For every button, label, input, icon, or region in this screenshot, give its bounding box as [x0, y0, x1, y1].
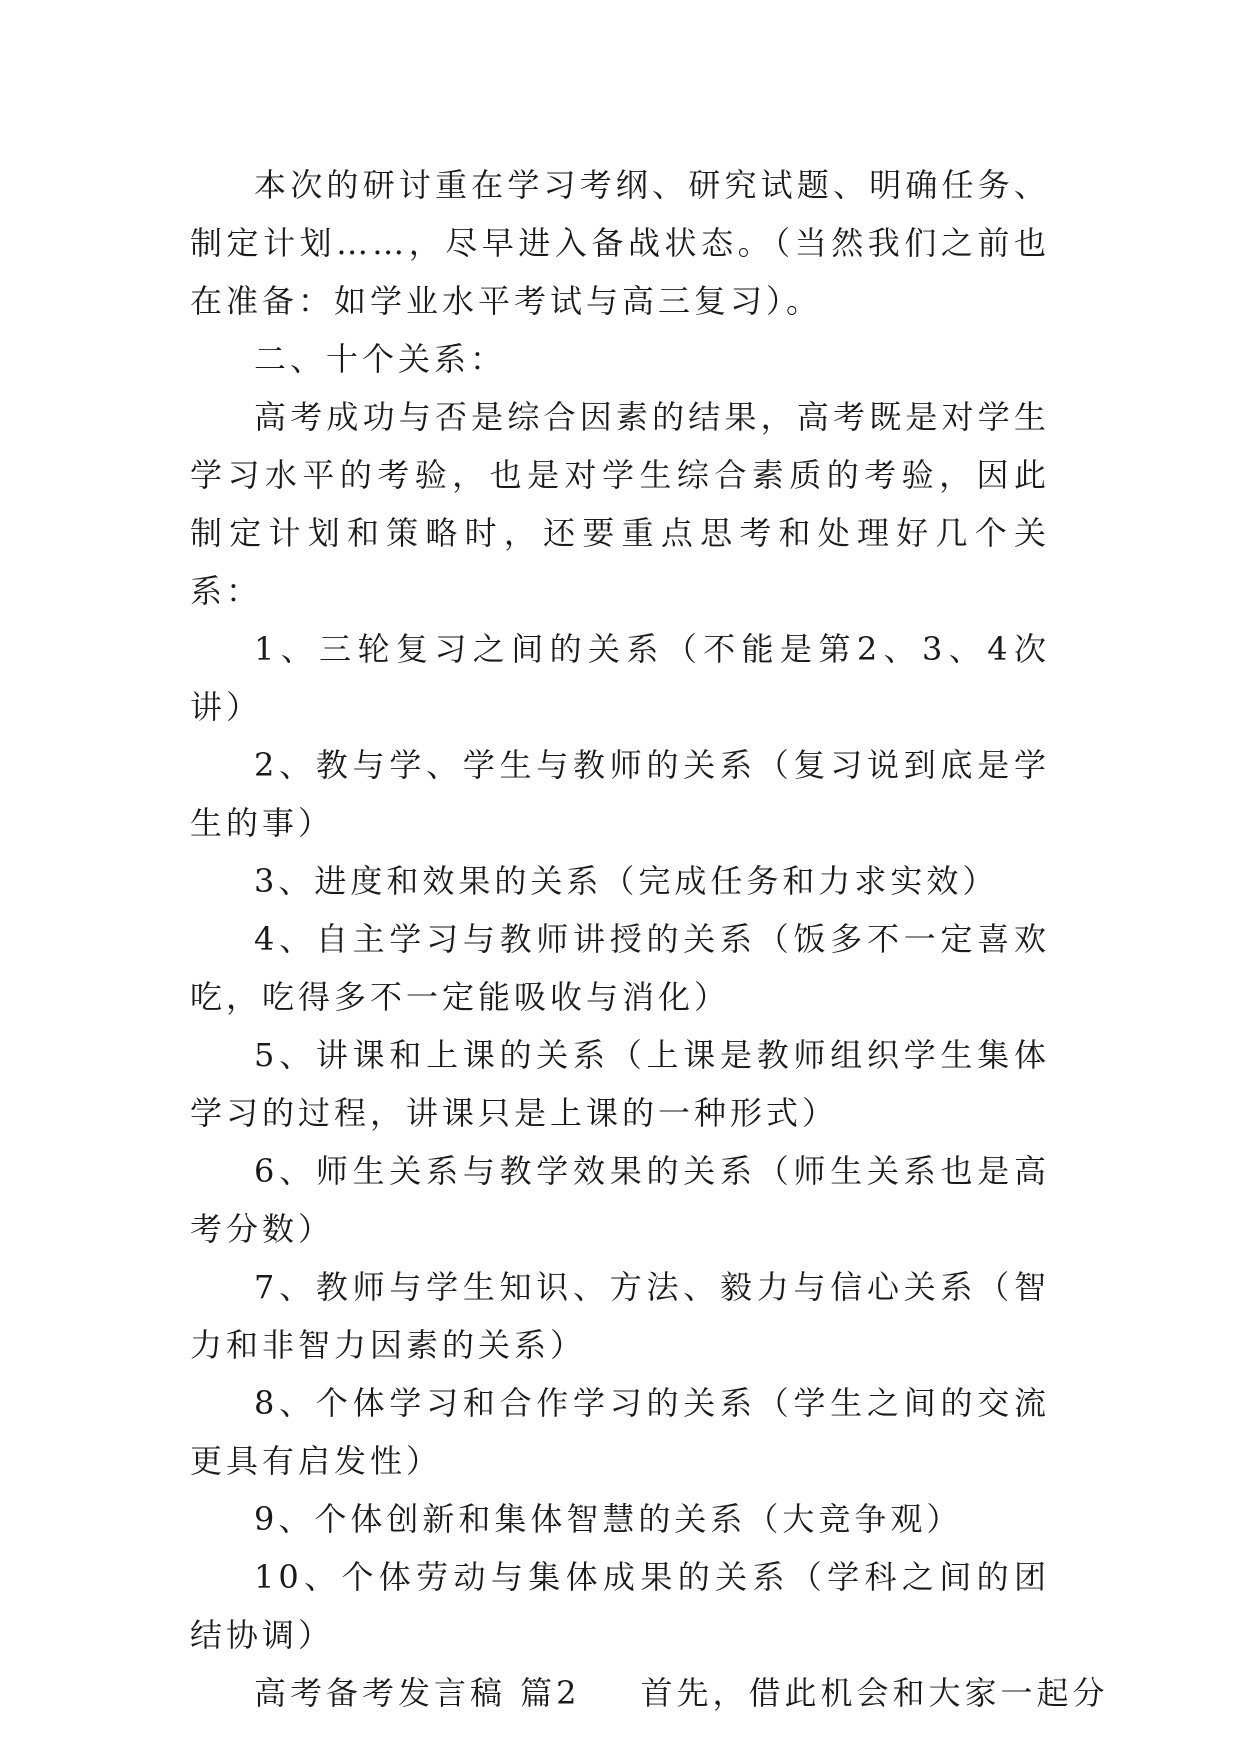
document-body: [190, 156, 1109, 1722]
list-item-relation-8: 8、个体学习和合作学习的关系（学生之间的交流更具有启发性）: [190, 1384, 1050, 1480]
next-section-lead: 首先，借此机会和大家一起分: [640, 1674, 1109, 1712]
list-item-relation-7: 7、教师与学生知识、方法、毅力与信心关系（智力和非智力因素的关系）: [190, 1268, 1050, 1364]
list-item-relation-10: 10、个体劳动与集体成果的关系（学科之间的团结协调）: [190, 1558, 1050, 1654]
list-item-relation-2: 2、教与学、学生与教师的关系（复习说到底是学生的事）: [190, 746, 1050, 842]
paragraph-summary: 高考成功与否是综合因素的结果，高考既是对学生学习水平的考验，也是对学生综合素质的考验，因此制定计划和策略时，还要重点思考和处理好几个关系：: [190, 398, 1050, 610]
next-section-title: 高考备考发言稿 篇2: [254, 1674, 581, 1712]
paragraph-intro: 本次的研讨重在学习考纲、研究试题、明确任务、制定计划……，尽早进入备战状态。（当然我们之前也在准备：如学业水平考试与高三复习）。: [190, 166, 1050, 320]
list-item-relation-4: 4、自主学习与教师讲授的关系（饭多不一定喜欢吃，吃得多不一定能吸收与消化）: [190, 920, 1050, 1016]
list-item-relation-3: 3、进度和效果的关系（完成任务和力求实效）: [254, 862, 999, 900]
list-item-relation-9: 9、个体创新和集体智慧的关系（大竞争观）: [254, 1500, 963, 1538]
list-item-relation-6: 6、师生关系与教学效果的关系（师生关系也是高考分数）: [190, 1152, 1050, 1248]
next-section-line: [190, 1664, 1109, 1722]
list-item-relation-5: 5、讲课和上课的关系（上课是教师组织学生集体学习的过程，讲课只是上课的一种形式）: [190, 1036, 1050, 1132]
section-heading-ten-relations: 二、十个关系：: [254, 340, 507, 378]
list-item-relation-1: 1、三轮复习之间的关系（不能是第2、3、4次讲）: [190, 630, 1050, 726]
